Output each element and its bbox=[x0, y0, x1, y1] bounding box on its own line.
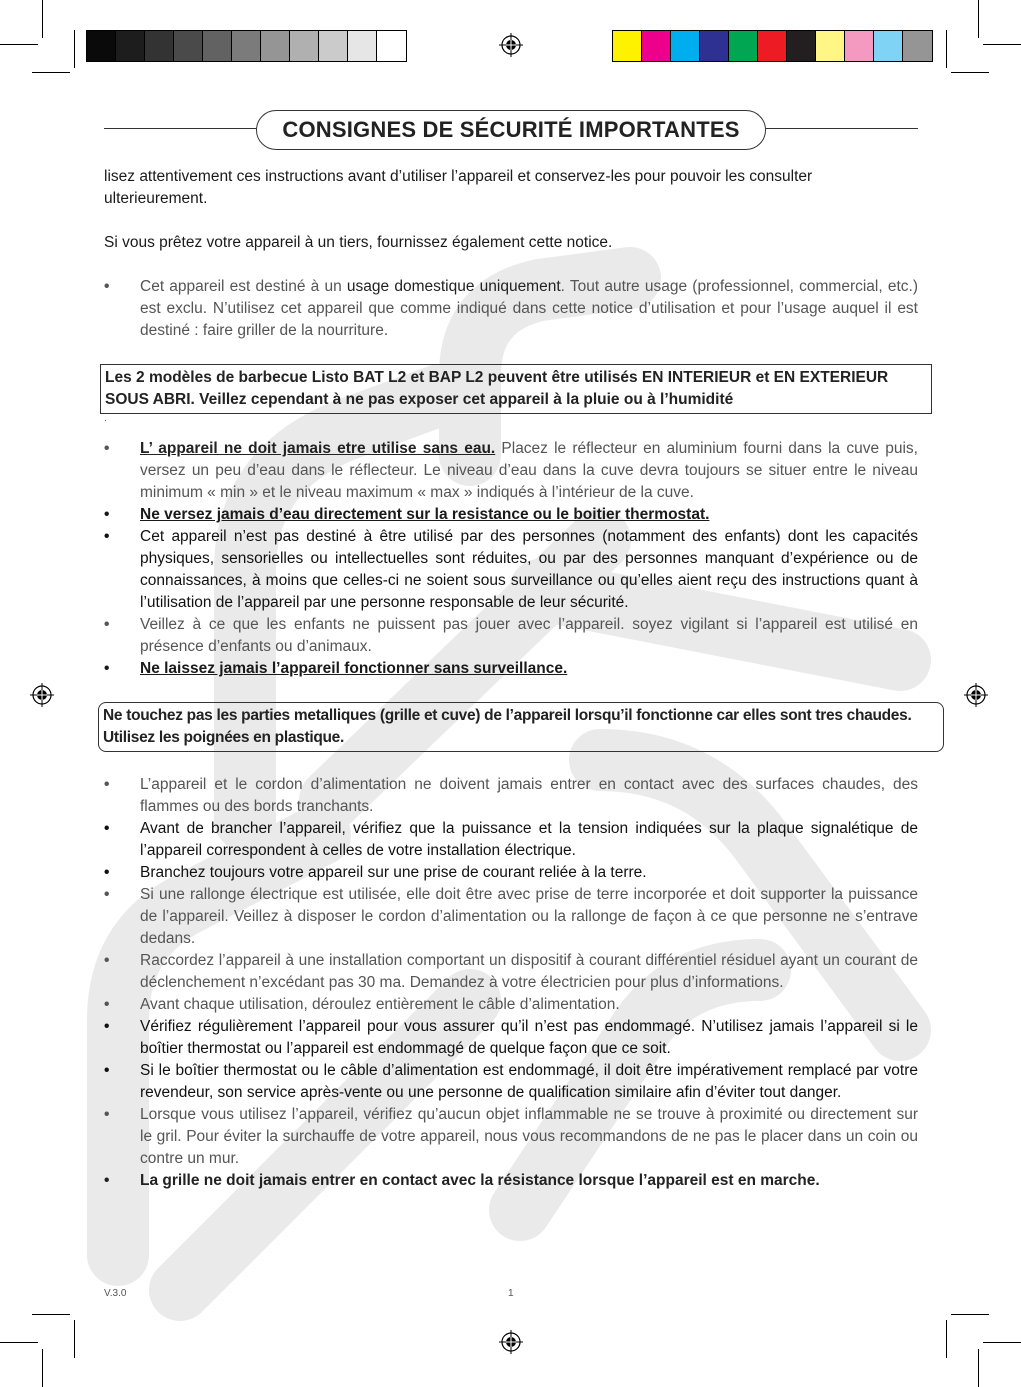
title-rule-right bbox=[766, 128, 918, 129]
version-label: V.3.0 bbox=[104, 1288, 127, 1299]
list-item: • La grille ne doit jamais entrer en contact avec la résistance lorsque l’appareil est en marche. bbox=[104, 1172, 820, 1189]
safety-instructions bbox=[104, 166, 918, 1192]
color-swatch bbox=[613, 31, 642, 61]
registration-mark-icon bbox=[499, 1330, 523, 1354]
crop-mark bbox=[32, 1314, 70, 1315]
crop-mark bbox=[978, 0, 979, 38]
color-swatch bbox=[174, 31, 203, 61]
color-swatch bbox=[145, 31, 174, 61]
list-item: • Cet appareil n’est pas destiné à être utilisé par des personnes (notamment des enfants) dont les capacités physiques, sensorielles ou intellectuelles sont réduites, ou par des personnes manquant d’expérience ou de connaissances, à moins que celles-ci ne soient sous surveillance ou qu’elles aient reçu des instructions quant à l’utilisation de l’appareil par une personne responsable de leur sécurité. bbox=[104, 528, 918, 611]
crop-mark bbox=[74, 1320, 75, 1358]
crop-mark bbox=[32, 72, 70, 73]
grayscale-color-bar bbox=[86, 30, 407, 62]
list-item: • Lorsque vous utilisez l’appareil, vérifiez qu’aucun objet inflammable ne se trouve à proximité ou directement sur le gril. Pour éviter la surchauffe de votre appareil, nous vous recommandons de ne pas le placer dans un coin ou contre un mur. bbox=[104, 1106, 918, 1167]
list-item: • Branchez toujours votre appareil sur une prise de courant reliée à la terre. bbox=[104, 864, 647, 881]
lending-paragraph: Si vous prêtez votre appareil à un tiers, fournissez également cette notice. bbox=[104, 234, 613, 251]
list-item: • Veillez à ce que les enfants ne puissent pas jouer avec l’appareil. soyez vigilant si l’appareil est utilisé en présence d’enfants ou d’animaux. bbox=[104, 616, 918, 655]
list-item: • L’appareil et le cordon d’alimentation ne doivent jamais entrer en contact avec des surfaces chaudes, des flammes ou des bords tranchants. bbox=[104, 776, 918, 815]
crop-mark bbox=[0, 44, 38, 45]
color-swatch bbox=[261, 31, 290, 61]
crop-mark bbox=[951, 72, 989, 73]
color-swatch bbox=[671, 31, 700, 61]
crop-mark bbox=[983, 44, 1021, 45]
crop-mark bbox=[74, 30, 75, 68]
color-swatch bbox=[903, 31, 932, 61]
usage-list bbox=[104, 276, 918, 342]
list-item: • Si une rallonge électrique est utilisée, elle doit être avec prise de terre incorporée et doit supporter la puissance de l’appareil. Veillez à disposer le cordon d’alimentation ou la rallonge de façon à ce que personne ne s’entrave dedans. bbox=[104, 886, 918, 947]
crop-mark bbox=[978, 1349, 979, 1387]
domestic-use-emphasis: usage domestique uniquement bbox=[346, 278, 561, 295]
color-swatch bbox=[642, 31, 671, 61]
crop-mark bbox=[42, 0, 43, 38]
color-swatch bbox=[377, 31, 406, 61]
color-swatch bbox=[700, 31, 729, 61]
crop-mark bbox=[951, 1314, 989, 1315]
page-title: CONSIGNES DE SÉCURITÉ IMPORTANTES bbox=[256, 110, 766, 150]
list-item: • L’ appareil ne doit jamais etre utilise sans eau. Placez le réflecteur en aluminium fourni dans la cuve puis, versez un peu d’eau dans le réflecteur. Le niveau d’eau dans la cuve devra toujours se situer entre le niveau minimum « min » et le niveau maximum « max » indiqués à l’intérieur de la cuve. bbox=[104, 440, 918, 501]
cmyk-color-bar bbox=[612, 30, 933, 62]
color-swatch bbox=[203, 31, 232, 61]
color-swatch bbox=[729, 31, 758, 61]
list-item: • Vérifiez régulièrement l’appareil pour vous assurer qu’il n’est pas endommagé. N’utilisez jamais l’appareil si le boîtier thermostat ou l’appareil est endommagé de quelque façon que ce soit. bbox=[104, 1018, 918, 1057]
registration-mark-icon bbox=[499, 33, 523, 57]
color-swatch bbox=[348, 31, 377, 61]
color-swatch bbox=[874, 31, 903, 61]
list-item: • Raccordez l’appareil à une installation comportant un dispositif à courant différentiel résiduel ayant un courant de déclenchement n’excédant pas 30 ma. Demandez à votre électricien pour plus d’informations. bbox=[104, 952, 918, 991]
crop-mark bbox=[946, 1320, 947, 1358]
bullet: • bbox=[104, 278, 110, 295]
list-item: • Avant chaque utilisation, déroulez entièrement le câble d’alimentation. bbox=[104, 996, 620, 1013]
intro-paragraph: lisez attentivement ces instructions avant d’utiliser l’appareil et conservez-les pour pouvoir les consulter ulterieurement. bbox=[104, 168, 813, 207]
color-swatch bbox=[87, 31, 116, 61]
color-swatch bbox=[319, 31, 348, 61]
color-swatch bbox=[845, 31, 874, 61]
hot-parts-warning-box: Ne touchez pas les parties metalliques (grille et cuve) de l’appareil lorsqu’il fonctionne car elles sont tres chaudes. Utilisez les poignées en plastique. bbox=[98, 702, 944, 752]
list-item: • Ne laissez jamais l’appareil fonctionner sans surveillance. bbox=[104, 660, 568, 677]
water-and-supervision-list bbox=[104, 438, 918, 680]
registration-mark-icon bbox=[964, 683, 988, 707]
list-item: • Ne versez jamais d’eau directement sur la resistance ou le boitier thermostat. bbox=[104, 506, 710, 523]
indoor-outdoor-warning-box: Les 2 modèles de barbecue Listo BAT L2 et BAP L2 peuvent être utilisés EN INTERIEUR et EN EXTERIEUR SOUS ABRI. Veillez cependant à ne pas exposer cet appareil à la pluie ou à l’humidité bbox=[100, 364, 932, 414]
crop-mark bbox=[42, 1349, 43, 1387]
list-item: • Cet appareil est destiné à un usage domestique uniquement. Tout autre usage (professionnel, commercial, etc.) est exclu. N’utilisez cet appareil que comme indiqué dans cette notice d’utilisation et pour l’usage auquel il est destiné : faire griller de la nourriture. bbox=[104, 278, 918, 339]
electrical-safety-list bbox=[104, 774, 918, 1192]
registration-mark-icon bbox=[30, 683, 54, 707]
color-swatch bbox=[290, 31, 319, 61]
title-rule-left bbox=[104, 128, 256, 129]
color-swatch bbox=[116, 31, 145, 61]
crop-mark bbox=[983, 1342, 1021, 1343]
list-item: • Avant de brancher l’appareil, vérifiez que la puissance et la tension indiquées sur la plaque signalétique de l’appareil correspondent à celles de votre installation électrique. bbox=[104, 820, 918, 859]
color-swatch bbox=[816, 31, 845, 61]
crop-mark bbox=[0, 1342, 38, 1343]
color-swatch bbox=[758, 31, 787, 61]
list-item: • Si le boîtier thermostat ou le câble d’alimentation est endommagé, il doit être impérativement remplacé par votre revendeur, son service après-vente ou une personne de qualification similaire afin d’éviter tout danger. bbox=[104, 1062, 918, 1101]
crop-mark bbox=[946, 30, 947, 68]
color-swatch bbox=[232, 31, 261, 61]
stray-dot: . bbox=[104, 413, 107, 424]
page-number: 1 bbox=[508, 1288, 514, 1299]
color-swatch bbox=[787, 31, 816, 61]
